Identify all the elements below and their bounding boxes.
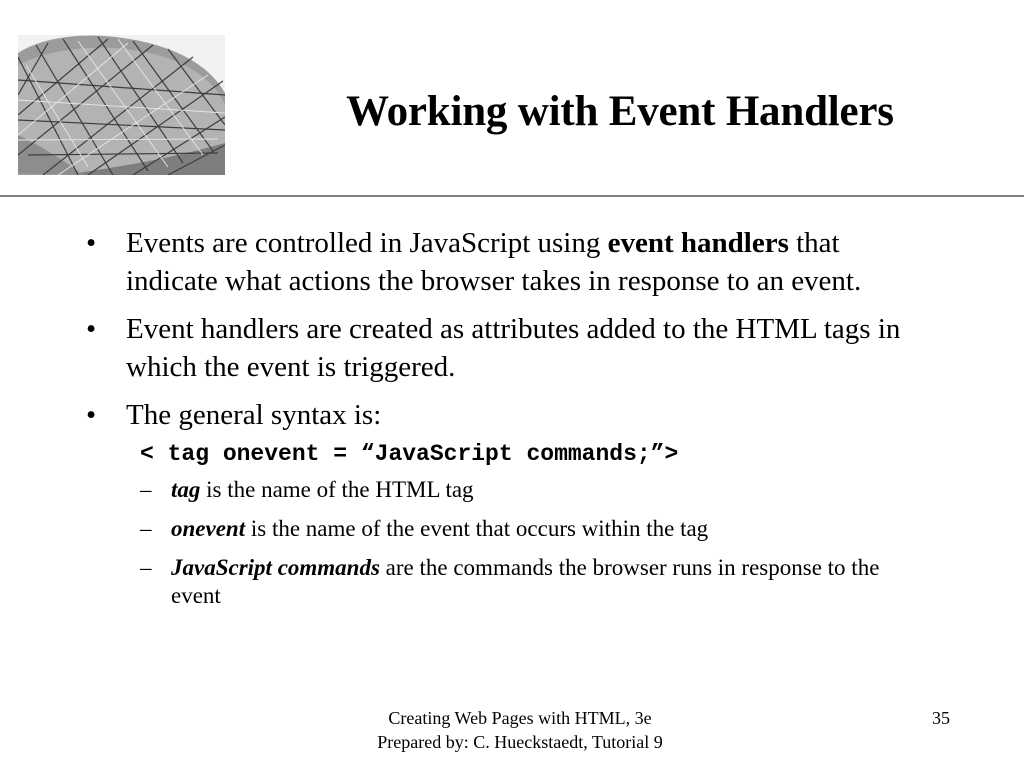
sub-bullet-text: are the commands the browser runs in response to the event (171, 555, 880, 608)
sub-bullet-term: JavaScript commands (171, 555, 380, 580)
syntax-code: < tag onevent = “JavaScript commands;”> (140, 441, 679, 467)
footer-line-1: Creating Web Pages with HTML, 3e (388, 708, 652, 728)
bullet-marker: • (86, 313, 97, 345)
sub-bullet-term: onevent (171, 516, 246, 541)
bullet-marker: • (86, 399, 97, 431)
sub-bullet-marker: – (140, 555, 152, 580)
geodesic-dome-image (18, 35, 225, 175)
bullet-item (0, 224, 1024, 300)
slide-page-number: 35 (932, 708, 950, 728)
bullet-item (0, 310, 1024, 386)
slide-title: Working with Event Handlers (346, 88, 894, 135)
sub-bullet-text: is the name of the HTML tag (200, 477, 474, 502)
bullet-text: Events are controlled in JavaScript using (126, 227, 608, 259)
sub-bullet-text: is the name of the event that occurs within the tag (245, 516, 709, 541)
sub-bullet-marker: – (140, 477, 152, 502)
slide-content (0, 224, 1024, 621)
sub-bullet-marker: – (140, 516, 152, 541)
dome-graphic (18, 35, 225, 175)
bullet-bold-term: event handlers (607, 227, 789, 259)
sub-bullet-term: tag (171, 477, 201, 502)
bullet-text: The general syntax is: (126, 399, 382, 431)
bullet-text: Event handlers are created as attributes added to the HTML tags in which the event is triggered. (126, 313, 901, 383)
sub-bullet-item (0, 476, 1024, 504)
sub-bullet-item (0, 515, 1024, 543)
bullet-text: that indicate what actions the browser takes in response to an event. (126, 227, 862, 297)
bullet-marker: • (86, 227, 97, 259)
footer-line-2: Prepared by: C. Hueckstaedt, Tutorial 9 (377, 732, 663, 752)
sub-bullet-item (0, 554, 1024, 610)
footer-credits (290, 706, 750, 754)
bullet-item (0, 396, 1024, 434)
title-divider (0, 195, 1024, 197)
